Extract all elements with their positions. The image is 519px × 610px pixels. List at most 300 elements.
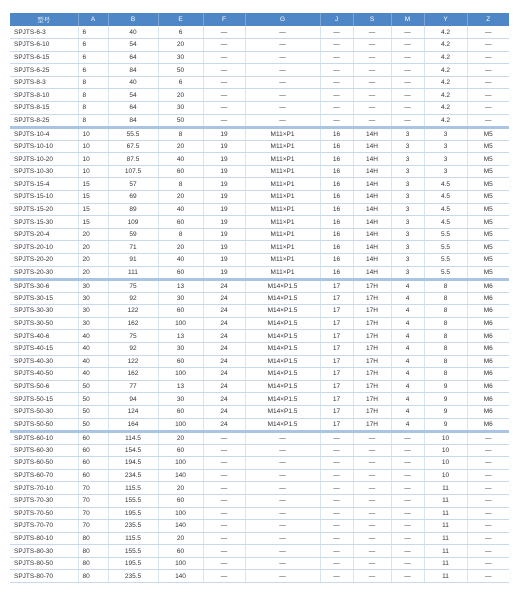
table-cell: 17H xyxy=(353,342,391,355)
table-cell: M11×P1 xyxy=(245,127,320,140)
table-row xyxy=(10,355,509,368)
table-row xyxy=(10,418,509,431)
table-cell: M11×P1 xyxy=(245,140,320,153)
table-cell: 17H xyxy=(353,305,391,318)
table-cell: 11 xyxy=(424,532,467,545)
table-cell: 8 xyxy=(424,342,467,355)
table-cell: — xyxy=(320,570,353,583)
table-cell: 69 xyxy=(108,191,158,204)
table-cell: M6 xyxy=(467,317,509,330)
table-row xyxy=(10,114,509,127)
table-cell: — xyxy=(245,482,320,495)
table-cell: 3 xyxy=(391,153,424,166)
table-cell: — xyxy=(245,431,320,444)
table-cell: — xyxy=(353,64,391,77)
table-cell: M14×P1.5 xyxy=(245,418,320,431)
table-cell: — xyxy=(353,532,391,545)
table-cell: — xyxy=(353,89,391,102)
table-row xyxy=(10,228,509,241)
model-cell: SPJTS-50-50 xyxy=(10,418,78,431)
table-cell: 154.5 xyxy=(108,444,158,457)
table-cell: 75 xyxy=(108,330,158,343)
table-cell: 195.5 xyxy=(108,507,158,520)
table-cell: 59 xyxy=(108,228,158,241)
table-cell: 19 xyxy=(203,241,245,254)
table-cell: M5 xyxy=(467,191,509,204)
table-cell: 54 xyxy=(108,39,158,52)
table-cell: 16 xyxy=(320,127,353,140)
table-cell: 70 xyxy=(78,507,108,520)
table-cell: 30 xyxy=(158,102,203,115)
table-row xyxy=(10,570,509,583)
table-cell: 4 xyxy=(391,317,424,330)
table-row xyxy=(10,140,509,153)
header-e: E xyxy=(158,13,203,26)
table-cell: 164 xyxy=(108,418,158,431)
table-cell: 10 xyxy=(424,444,467,457)
table-cell: — xyxy=(467,76,509,89)
model-cell: SPJTS-8-25 xyxy=(10,114,78,127)
table-cell: — xyxy=(353,557,391,570)
table-cell: M5 xyxy=(467,140,509,153)
table-cell: — xyxy=(391,51,424,64)
table-cell: 4.5 xyxy=(424,203,467,216)
table-cell: 75 xyxy=(108,279,158,292)
table-cell: — xyxy=(245,469,320,482)
table-cell: 17H xyxy=(353,279,391,292)
table-cell: M14×P1.5 xyxy=(245,330,320,343)
model-cell: SPJTS-6-25 xyxy=(10,64,78,77)
table-cell: 162 xyxy=(108,368,158,381)
table-cell: — xyxy=(353,102,391,115)
table-cell: — xyxy=(320,520,353,533)
model-cell: SPJTS-10-10 xyxy=(10,140,78,153)
table-cell: M14×P1.5 xyxy=(245,355,320,368)
table-cell: 40 xyxy=(108,26,158,39)
header-s: S xyxy=(353,13,391,26)
table-cell: — xyxy=(353,444,391,457)
table-cell: 100 xyxy=(158,457,203,470)
table-cell: 8 xyxy=(424,330,467,343)
table-cell: 9 xyxy=(424,380,467,393)
table-cell: — xyxy=(391,89,424,102)
table-cell: — xyxy=(320,76,353,89)
table-cell: 14H xyxy=(353,228,391,241)
table-cell: 17 xyxy=(320,279,353,292)
spec-table xyxy=(10,13,509,583)
table-cell: — xyxy=(245,507,320,520)
table-cell: M11×P1 xyxy=(245,216,320,229)
table-cell: — xyxy=(203,102,245,115)
table-cell: 17 xyxy=(320,292,353,305)
table-cell: — xyxy=(467,520,509,533)
table-cell: 30 xyxy=(78,305,108,318)
table-cell: M6 xyxy=(467,342,509,355)
model-cell: SPJTS-30-30 xyxy=(10,305,78,318)
table-cell: — xyxy=(467,482,509,495)
table-cell: 122 xyxy=(108,355,158,368)
header-model: 型号 xyxy=(10,13,78,26)
table-row xyxy=(10,153,509,166)
table-cell: 140 xyxy=(158,570,203,583)
table-cell: 3 xyxy=(391,140,424,153)
table-cell: — xyxy=(245,76,320,89)
table-cell: M5 xyxy=(467,266,509,279)
table-cell: 100 xyxy=(158,368,203,381)
table-cell: 3 xyxy=(424,140,467,153)
table-cell: 20 xyxy=(78,241,108,254)
table-cell: 20 xyxy=(158,431,203,444)
table-cell: 9 xyxy=(424,393,467,406)
table-cell: 17 xyxy=(320,317,353,330)
table-cell: 60 xyxy=(78,431,108,444)
table-cell: — xyxy=(320,51,353,64)
table-cell: — xyxy=(320,545,353,558)
model-cell: SPJTS-80-70 xyxy=(10,570,78,583)
table-cell: 11 xyxy=(424,494,467,507)
model-cell: SPJTS-15-10 xyxy=(10,191,78,204)
table-cell: 80 xyxy=(78,532,108,545)
table-cell: 17H xyxy=(353,317,391,330)
table-cell: — xyxy=(245,570,320,583)
table-cell: 10 xyxy=(78,127,108,140)
table-cell: 16 xyxy=(320,254,353,267)
table-cell: 4.2 xyxy=(424,51,467,64)
table-cell: 92 xyxy=(108,292,158,305)
table-cell: 77 xyxy=(108,380,158,393)
table-cell: 4.2 xyxy=(424,64,467,77)
table-cell: 24 xyxy=(203,405,245,418)
table-cell: 11 xyxy=(424,557,467,570)
table-cell: — xyxy=(467,39,509,52)
table-cell: 14H xyxy=(353,153,391,166)
table-cell: M11×P1 xyxy=(245,266,320,279)
table-cell: 4.2 xyxy=(424,39,467,52)
table-cell: 8 xyxy=(424,292,467,305)
table-cell: — xyxy=(467,26,509,39)
table-cell: 11 xyxy=(424,545,467,558)
table-cell: M14×P1.5 xyxy=(245,279,320,292)
table-cell: M5 xyxy=(467,153,509,166)
table-cell: 4.5 xyxy=(424,191,467,204)
table-row xyxy=(10,203,509,216)
table-cell: — xyxy=(353,520,391,533)
table-row xyxy=(10,494,509,507)
table-row xyxy=(10,520,509,533)
table-cell: 11 xyxy=(424,520,467,533)
table-cell: M6 xyxy=(467,279,509,292)
model-cell: SPJTS-20-20 xyxy=(10,254,78,267)
table-cell: 4.2 xyxy=(424,89,467,102)
table-cell: 20 xyxy=(158,39,203,52)
table-row xyxy=(10,393,509,406)
table-cell: 17 xyxy=(320,342,353,355)
table-cell: 155.5 xyxy=(108,494,158,507)
header-z: Z xyxy=(467,13,509,26)
table-cell: 3 xyxy=(391,127,424,140)
model-cell: SPJTS-15-30 xyxy=(10,216,78,229)
table-cell: — xyxy=(320,494,353,507)
table-cell: 19 xyxy=(203,254,245,267)
table-cell: 4 xyxy=(391,305,424,318)
table-cell: M14×P1.5 xyxy=(245,380,320,393)
table-cell: 40 xyxy=(78,355,108,368)
model-cell: SPJTS-80-10 xyxy=(10,532,78,545)
table-cell: — xyxy=(391,102,424,115)
table-cell: 15 xyxy=(78,203,108,216)
table-cell: — xyxy=(467,64,509,77)
table-cell: — xyxy=(353,570,391,583)
table-cell: 17 xyxy=(320,418,353,431)
table-cell: M11×P1 xyxy=(245,203,320,216)
table-cell: 4.5 xyxy=(424,178,467,191)
table-cell: 11 xyxy=(424,570,467,583)
table-cell: M5 xyxy=(467,127,509,140)
table-cell: — xyxy=(391,431,424,444)
header-b: B xyxy=(108,13,158,26)
table-cell: — xyxy=(467,114,509,127)
table-cell: 3 xyxy=(391,266,424,279)
table-row xyxy=(10,545,509,558)
table-cell: — xyxy=(203,89,245,102)
table-cell: M5 xyxy=(467,216,509,229)
table-cell: 17H xyxy=(353,405,391,418)
table-cell: — xyxy=(245,102,320,115)
table-row xyxy=(10,266,509,279)
table-row xyxy=(10,241,509,254)
table-cell: — xyxy=(320,557,353,570)
table-row xyxy=(10,431,509,444)
table-cell: 17 xyxy=(320,405,353,418)
table-cell: — xyxy=(203,482,245,495)
model-cell: SPJTS-40-30 xyxy=(10,355,78,368)
table-row xyxy=(10,507,509,520)
table-cell: 4 xyxy=(391,279,424,292)
table-cell: 14H xyxy=(353,254,391,267)
table-cell: 16 xyxy=(320,191,353,204)
table-cell: 114.5 xyxy=(108,431,158,444)
table-cell: 30 xyxy=(78,317,108,330)
table-cell: M5 xyxy=(467,165,509,178)
table-cell: 6 xyxy=(158,76,203,89)
table-cell: 3 xyxy=(391,241,424,254)
table-cell: — xyxy=(203,76,245,89)
table-cell: 14H xyxy=(353,127,391,140)
table-cell: 60 xyxy=(158,444,203,457)
table-cell: 17H xyxy=(353,368,391,381)
table-cell: 100 xyxy=(158,418,203,431)
table-cell: 4.2 xyxy=(424,102,467,115)
table-cell: — xyxy=(391,557,424,570)
table-cell: 16 xyxy=(320,241,353,254)
table-cell: 91 xyxy=(108,254,158,267)
table-cell: 13 xyxy=(158,330,203,343)
table-cell: — xyxy=(391,444,424,457)
table-cell: 4 xyxy=(391,418,424,431)
table-cell: 40 xyxy=(158,203,203,216)
table-cell: — xyxy=(203,557,245,570)
table-cell: M5 xyxy=(467,241,509,254)
table-cell: 60 xyxy=(158,355,203,368)
table-cell: — xyxy=(353,39,391,52)
table-cell: 14H xyxy=(353,178,391,191)
table-cell: 124 xyxy=(108,405,158,418)
table-cell: — xyxy=(353,26,391,39)
model-cell: SPJTS-10-30 xyxy=(10,165,78,178)
table-cell: M11×P1 xyxy=(245,254,320,267)
table-cell: 5.5 xyxy=(424,228,467,241)
table-cell: — xyxy=(353,545,391,558)
table-cell: 8 xyxy=(424,317,467,330)
table-cell: 14H xyxy=(353,216,391,229)
model-cell: SPJTS-40-6 xyxy=(10,330,78,343)
table-cell: 8 xyxy=(424,279,467,292)
table-cell: 16 xyxy=(320,266,353,279)
table-cell: M14×P1.5 xyxy=(245,342,320,355)
table-cell: — xyxy=(391,520,424,533)
table-cell: — xyxy=(245,494,320,507)
table-cell: 16 xyxy=(320,228,353,241)
table-cell: 50 xyxy=(78,405,108,418)
model-cell: SPJTS-50-6 xyxy=(10,380,78,393)
table-cell: — xyxy=(467,102,509,115)
table-cell: 24 xyxy=(203,393,245,406)
table-cell: 84 xyxy=(108,64,158,77)
model-cell: SPJTS-60-10 xyxy=(10,431,78,444)
table-cell: — xyxy=(320,89,353,102)
table-cell: 30 xyxy=(158,292,203,305)
table-cell: M6 xyxy=(467,418,509,431)
table-cell: — xyxy=(391,114,424,127)
table-cell: 3 xyxy=(391,254,424,267)
table-cell: 4 xyxy=(391,355,424,368)
table-cell: 6 xyxy=(78,39,108,52)
table-cell: 14H xyxy=(353,165,391,178)
table-cell: 17 xyxy=(320,380,353,393)
table-cell: — xyxy=(203,64,245,77)
table-cell: — xyxy=(391,76,424,89)
table-cell: 17 xyxy=(320,368,353,381)
table-cell: 60 xyxy=(158,266,203,279)
table-cell: 60 xyxy=(158,165,203,178)
table-cell: — xyxy=(467,469,509,482)
model-cell: SPJTS-8-3 xyxy=(10,76,78,89)
table-cell: — xyxy=(203,507,245,520)
table-cell: M6 xyxy=(467,368,509,381)
table-cell: 3 xyxy=(391,165,424,178)
table-cell: 40 xyxy=(108,76,158,89)
table-cell: 19 xyxy=(203,165,245,178)
model-cell: SPJTS-20-4 xyxy=(10,228,78,241)
table-row xyxy=(10,532,509,545)
header-g: G xyxy=(245,13,320,26)
table-cell: 3 xyxy=(391,216,424,229)
table-cell: M6 xyxy=(467,355,509,368)
table-cell: 9 xyxy=(424,418,467,431)
table-cell: 80 xyxy=(78,570,108,583)
table-row xyxy=(10,482,509,495)
table-cell: — xyxy=(391,570,424,583)
table-row xyxy=(10,178,509,191)
table-cell: — xyxy=(391,507,424,520)
table-row xyxy=(10,368,509,381)
table-cell: 14H xyxy=(353,191,391,204)
table-cell: 3 xyxy=(391,203,424,216)
table-cell: 40 xyxy=(158,254,203,267)
table-cell: 60 xyxy=(78,444,108,457)
table-cell: 17H xyxy=(353,418,391,431)
table-cell: 14H xyxy=(353,140,391,153)
table-row xyxy=(10,292,509,305)
table-cell: 17 xyxy=(320,305,353,318)
table-cell: 50 xyxy=(78,380,108,393)
table-cell: 20 xyxy=(158,482,203,495)
table-cell: — xyxy=(320,102,353,115)
table-cell: 24 xyxy=(203,342,245,355)
table-cell: — xyxy=(353,431,391,444)
table-cell: 60 xyxy=(158,494,203,507)
table-cell: 30 xyxy=(78,292,108,305)
table-cell: 4 xyxy=(391,368,424,381)
table-cell: 5.5 xyxy=(424,241,467,254)
model-cell: SPJTS-6-10 xyxy=(10,39,78,52)
table-cell: — xyxy=(467,532,509,545)
table-cell: 11 xyxy=(424,507,467,520)
table-body xyxy=(10,26,509,583)
table-cell: 100 xyxy=(158,557,203,570)
table-cell: — xyxy=(245,64,320,77)
table-cell: 17H xyxy=(353,355,391,368)
model-cell: SPJTS-60-50 xyxy=(10,457,78,470)
table-row xyxy=(10,279,509,292)
table-cell: 140 xyxy=(158,520,203,533)
table-cell: 67.5 xyxy=(108,140,158,153)
table-cell: — xyxy=(245,51,320,64)
table-cell: — xyxy=(245,545,320,558)
table-cell: 6 xyxy=(78,51,108,64)
table-cell: 50 xyxy=(78,418,108,431)
table-cell: 8 xyxy=(158,127,203,140)
table-row xyxy=(10,380,509,393)
table-cell: — xyxy=(467,545,509,558)
table-cell: 70 xyxy=(78,494,108,507)
table-cell: — xyxy=(203,545,245,558)
table-cell: — xyxy=(320,39,353,52)
table-cell: 13 xyxy=(158,380,203,393)
table-cell: — xyxy=(353,482,391,495)
table-cell: 5.5 xyxy=(424,254,467,267)
table-cell: — xyxy=(245,520,320,533)
table-cell: — xyxy=(203,494,245,507)
table-cell: 235.5 xyxy=(108,570,158,583)
table-row xyxy=(10,191,509,204)
table-cell: 15 xyxy=(78,191,108,204)
table-cell: M14×P1.5 xyxy=(245,405,320,418)
table-cell: — xyxy=(467,444,509,457)
table-cell: 6 xyxy=(78,64,108,77)
table-cell: 155.5 xyxy=(108,545,158,558)
table-cell: — xyxy=(203,51,245,64)
table-row xyxy=(10,165,509,178)
table-cell: 16 xyxy=(320,178,353,191)
table-cell: 3 xyxy=(424,165,467,178)
table-cell: 80 xyxy=(78,545,108,558)
table-cell: 115.5 xyxy=(108,482,158,495)
table-cell: 60 xyxy=(78,457,108,470)
table-cell: 4.2 xyxy=(424,114,467,127)
table-cell: — xyxy=(391,482,424,495)
table-cell: 19 xyxy=(203,228,245,241)
